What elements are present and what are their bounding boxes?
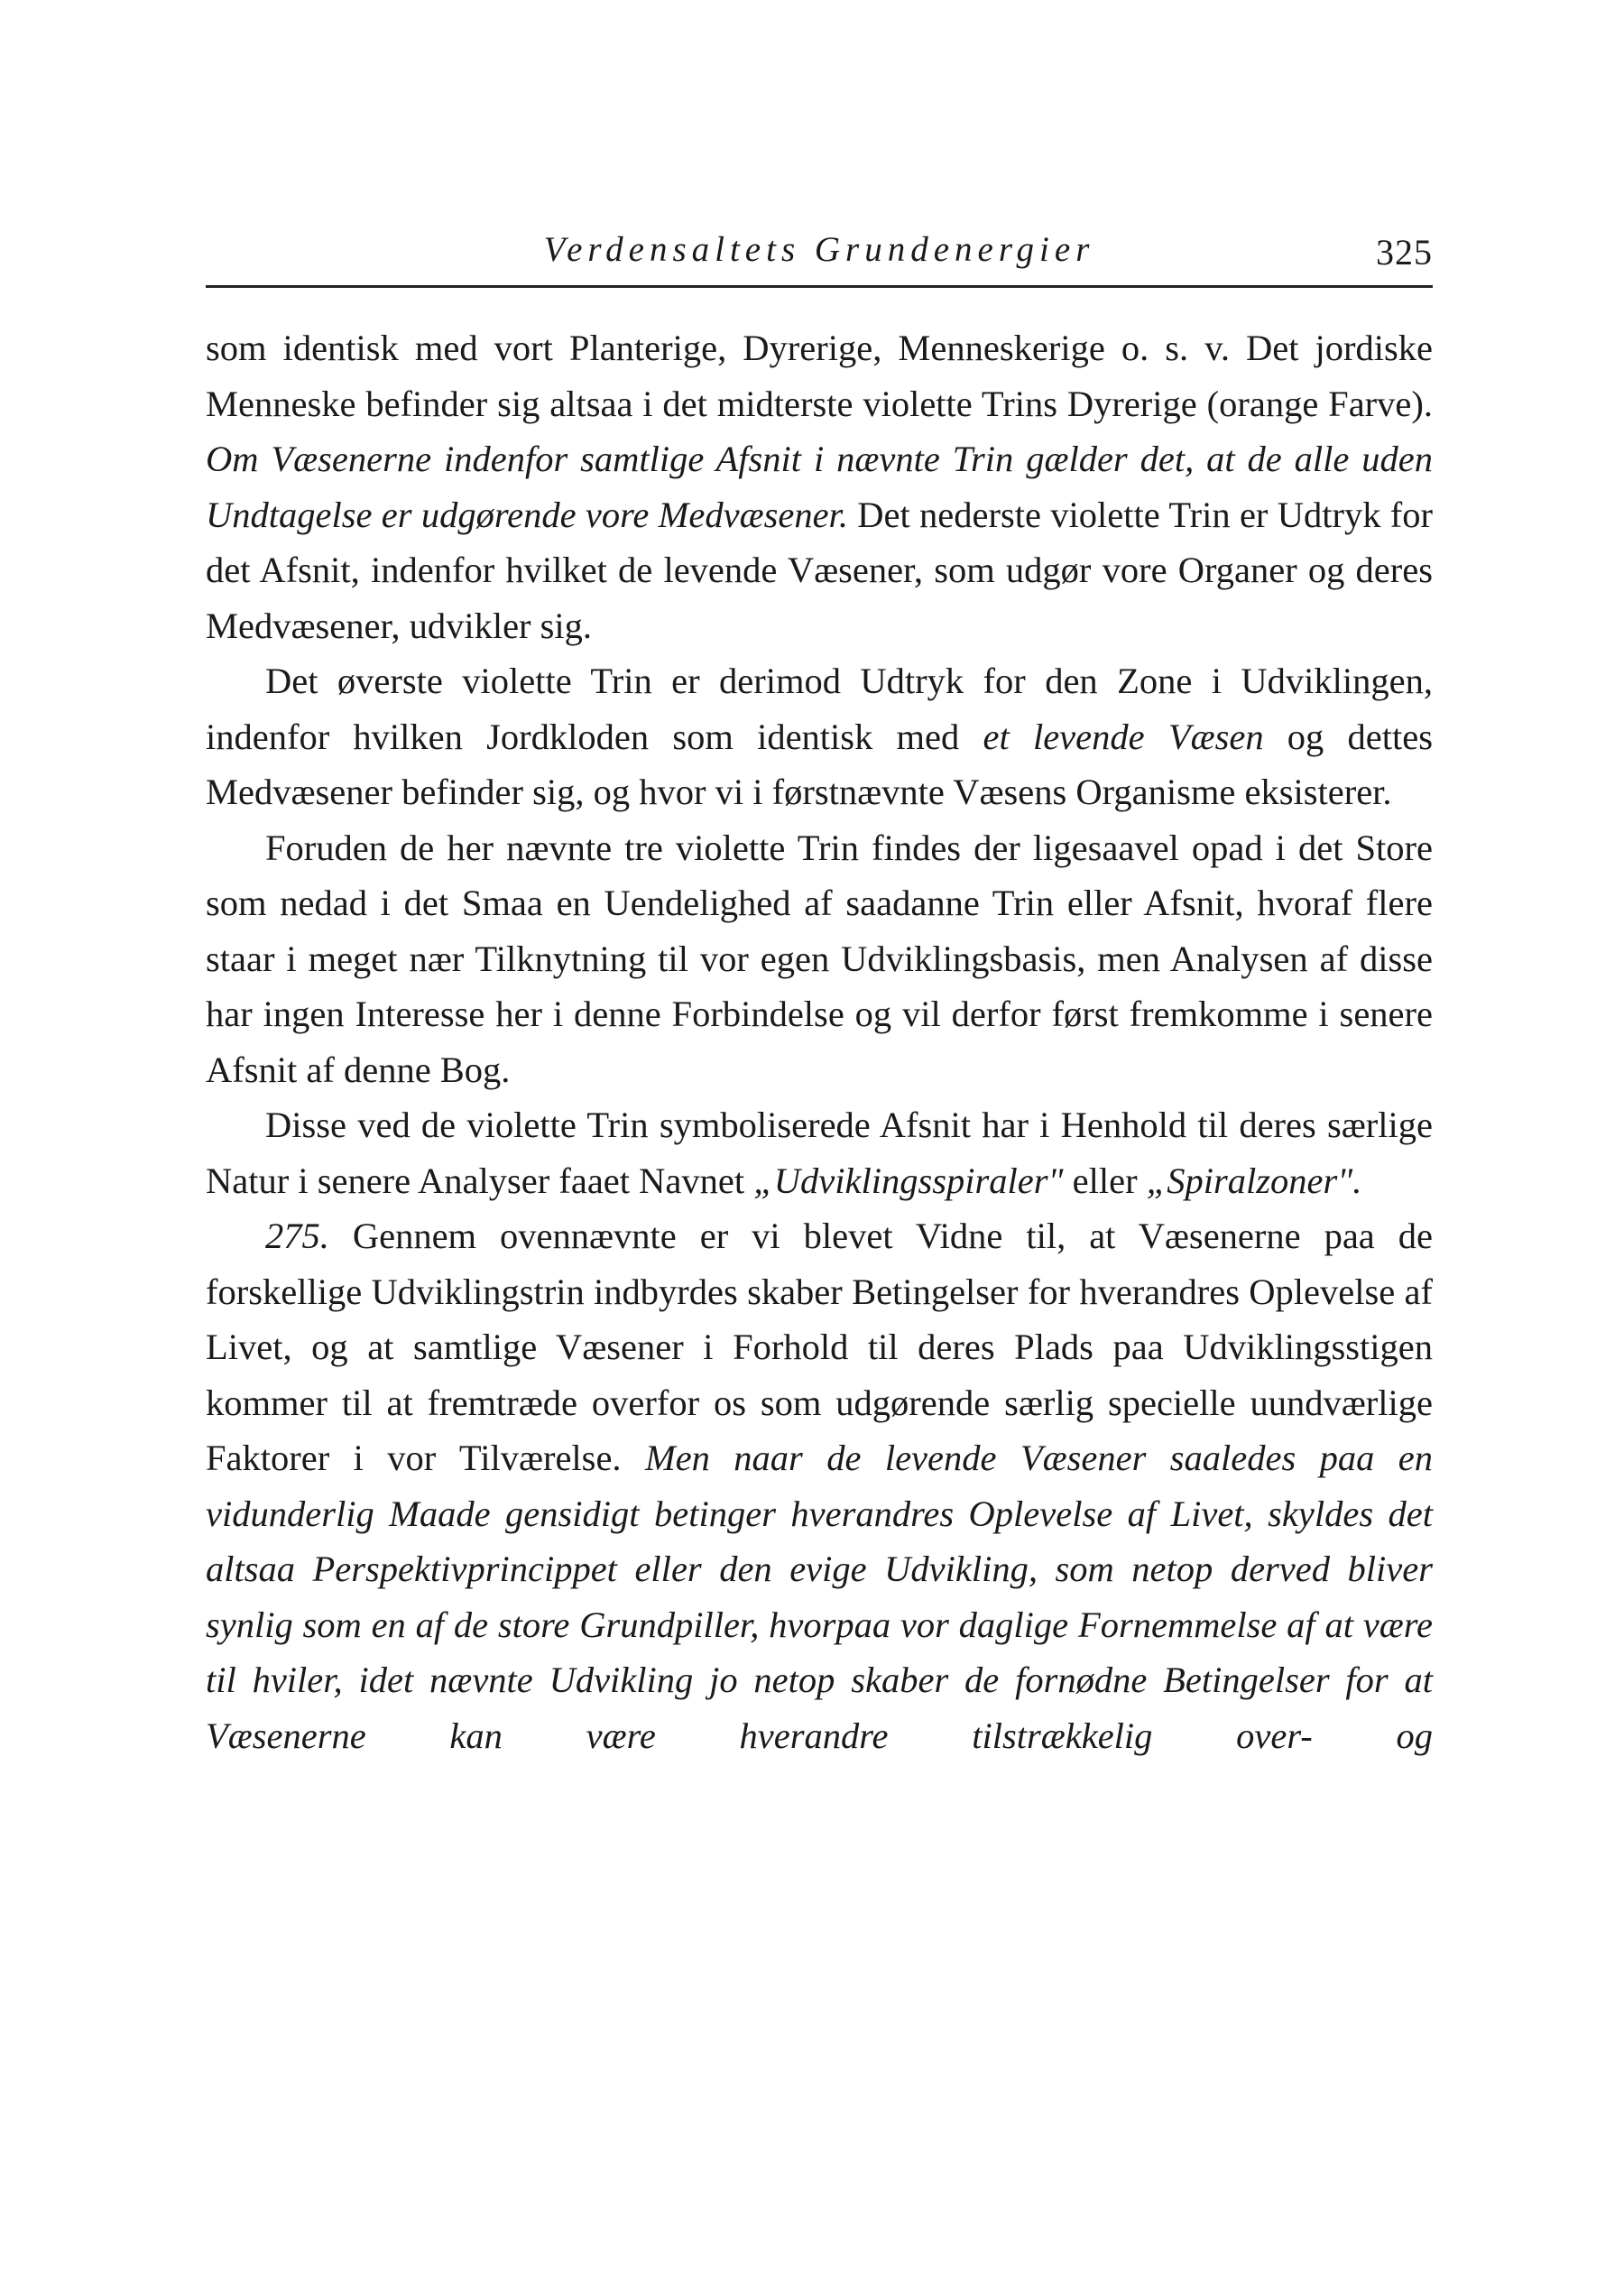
text-run: Foruden de her nævnte tre violette Trin findes der ligesaavel opad i det Store som nedad i det Smaa en Uendelighed af saadanne Trin eller Afsnit, hvoraf flere staar i meget nær Tilknytning til vor egen Udviklingsbasis, men Analysen af disse har ingen Interesse her i denne Forbindelse og vil derfor først fremkomme i senere Afsnit af denne Bog. xyxy=(206,827,1433,1090)
italic-run: Om Væsenerne indenfor samtlige Afsnit i nævnte Trin gælder det, at de alle uden Undtagelse er udgørende vore Medvæsener. xyxy=(206,439,1433,535)
text-run: Disse ved de violette Trin symboliserede Afsnit har i Henhold til deres særlige Natur i senere Analyser faaet Navnet xyxy=(206,1105,1433,1201)
italic-run: „Udviklingsspiraler" xyxy=(753,1160,1064,1201)
italic-run: „Spiralzoner". xyxy=(1146,1160,1362,1201)
paragraph xyxy=(206,1097,1433,1208)
italic-run: 275. xyxy=(265,1216,329,1256)
text-run: eller xyxy=(1063,1160,1147,1201)
italic-run: Men naar de levende Væsener saaledes paa en vidunderlig Maade gensidigt betinger hverandres Oplevelse af Livet, skyldes det altsaa Perspektivprincippet eller den evige Udvikling, som netop derved bliver synlig som en af de store Grundpiller, hvorpaa vor daglige Fornemmelse af at være til hviler, idet nævnte Udvikling jo netop skaber de fornødne Betingelser for at Væsenerne kan være hverandre tilstrækkelig over- og xyxy=(206,1438,1433,1756)
paragraph xyxy=(206,820,1433,1098)
text-run: Det nederste violette Trin er Udtryk for det Afsnit, indenfor hvilket de levende Væsener, som udgør vore Organer og deres Medvæsener, udvikler sig. xyxy=(206,494,1434,646)
body-text xyxy=(206,320,1433,1763)
paragraph xyxy=(206,653,1433,820)
text-run: Det øverste violette Trin er derimod Udtryk for den Zone i Udviklingen, indenfor hvilken Jordkloden som identisk med xyxy=(206,661,1433,757)
text-run: og dettes Medvæsener befinder sig, og hvor vi i førstnævnte Væsens Organisme eksisterer. xyxy=(206,716,1433,812)
running-title: Verdensaltets Grundenergier xyxy=(543,230,1095,269)
text-run: som identisk med vort Planterige, Dyrerige, Menneskerige o. s. v. Det jordiske Menneske befinder sig altsaa i det midterste violette Trins Dyrerige (orange Farve). xyxy=(206,328,1433,424)
text-run: Gennem ovennævnte er vi blevet Vidne til, at Væsenerne paa de forskellige Udviklingstrin indbyrdes skaber Betingelser for hverandres Oplevelse af Livet, og at samtlige Væsener i Forhold til deres Plads paa Udviklingsstigen kommer til at fremtræde overfor os som udgørende særlig specielle uundværlige Faktorer i vor Tilværelse. xyxy=(206,1216,1433,1478)
paragraph xyxy=(206,320,1433,653)
page-header xyxy=(206,226,1433,288)
paragraph xyxy=(206,1208,1433,1763)
italic-run: et levende Væsen xyxy=(983,716,1264,757)
page-number: 325 xyxy=(1376,232,1433,273)
